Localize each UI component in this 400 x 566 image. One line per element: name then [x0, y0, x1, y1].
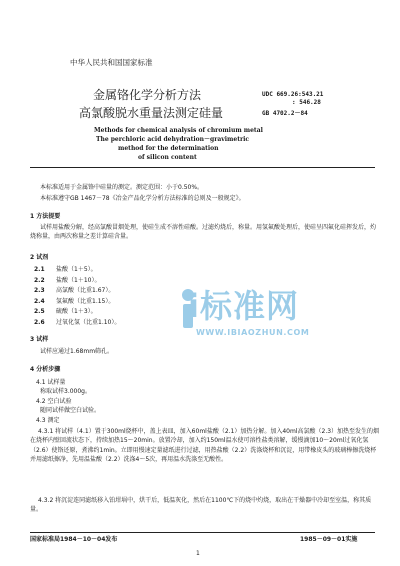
issued-date: 国家标准局1984－10－04发布 — [30, 536, 118, 543]
reagent-item: 2.4 氢氟酸（比重1.15）。 — [34, 297, 115, 305]
udc-code: UDC 669.26:543.21 — [262, 91, 324, 98]
reagent-item: 2.3 高氯酸（比重1.67）。 — [34, 287, 115, 295]
watermark — [168, 285, 353, 345]
header-divider — [30, 167, 375, 168]
sec3-text: 试样应通过1.68mm筛孔。 — [40, 348, 114, 355]
page-number: 1 — [196, 550, 200, 557]
sec42-text: 随同试样做空白试验。 — [40, 407, 101, 414]
reagent-item: 2.5 硫酸（1＋3）。 — [34, 308, 97, 316]
gb-code: GB 4702.2－84 — [262, 110, 308, 117]
reagent-item: 2.1 盐酸（1＋5）。 — [34, 266, 97, 273]
reagent-list — [34, 266, 120, 330]
sec432-text: 4.3.2 将沉淀连同滤纸移入铂坩埚中，烘干后，低温灰化，然后在1100℃下的烧中灼烧，取出在干燥器中冷却至室温，称其质量。 — [30, 497, 372, 514]
sec42-heading: 4.2 空白试验 — [36, 398, 72, 405]
title-en-line4: of silicon content — [138, 154, 197, 161]
effective-date: 1985－09－01实施 — [300, 536, 358, 543]
sec431-text: 4.3.1 将试样（4.1）置于300ml烧杯中，盖上表皿，加入60ml盐酸（2.1）加热分解。加入40ml高氯酸（2.3）加热至发生的烟在烧杯内壁回流状态下，持续加热15～20min。放置冷却，加入约150ml温水使可溶性盐类溶解，缓慢滴加10～20ml过氧化氢（2.6）使铬还原，煮沸约1min。立即用慢速定量滤纸进行过滤，用热盐酸（2.2）洗涤烧杯和沉淀，用带橡皮头的玻璃棒擦洗烧杯并用滤纸擦净，先用温盐酸（2.2）洗涤4～5次，再用温水洗涤至无酸性。 — [30, 428, 380, 464]
watermark-brand: i标准网 — [188, 287, 299, 325]
standard-org: 中华人民共和国国家标准 — [70, 58, 153, 67]
sec41-text: 称取试样3.000g。 — [40, 388, 91, 395]
sec41-heading: 4.1 试样量 — [36, 379, 66, 386]
footer-divider — [30, 532, 375, 533]
reagent-item: 2.6 过氧化氢（比重1.10）。 — [34, 318, 121, 326]
intro-scope: 本标准适用于金属铬中硅量的测定。测定范围：小于0.50%。 — [40, 184, 204, 191]
title-cn-line1: 金属铬化学分析方法 — [93, 88, 202, 102]
sec1-heading: 1 方法提要 — [30, 213, 61, 220]
watermark-url: WWW.IBIAOZHUN.COM — [196, 328, 310, 337]
title-en-line2: The perchloric acid dehydration－gravimetric — [96, 136, 250, 143]
intro-compliance: 本标准遵守GB 1467－78《冶金产品化学分析方法标准的总则及一般规定》。 — [40, 195, 245, 202]
title-en-line3: method for the determination — [118, 145, 219, 152]
sec2-heading: 2 试剂 — [30, 254, 49, 261]
sec1-text: 试样用盐酸分解，经高氯酸冒烟处理，使硅生成不溶性硅酸。过滤灼烧后，称量。用氢氟酸处理后，使硅呈四氟化硅挥发后，灼烧称量，由两次称量之差计算硅含量。 — [30, 224, 377, 241]
sec3-heading: 3 试样 — [30, 336, 49, 343]
title-en-line1: Methods for chemical analysis of chromium metal — [94, 127, 263, 134]
sec43-heading: 4.3 测定 — [36, 417, 60, 424]
udc-code-cont: : 546.28 — [292, 99, 321, 106]
sec4-heading: 4 分析步骤 — [30, 366, 61, 373]
reagent-item: 2.2 盐酸（1＋10）。 — [34, 276, 101, 284]
title-cn-line2: 高氯酸脱水重量法测定硅量 — [79, 106, 224, 120]
